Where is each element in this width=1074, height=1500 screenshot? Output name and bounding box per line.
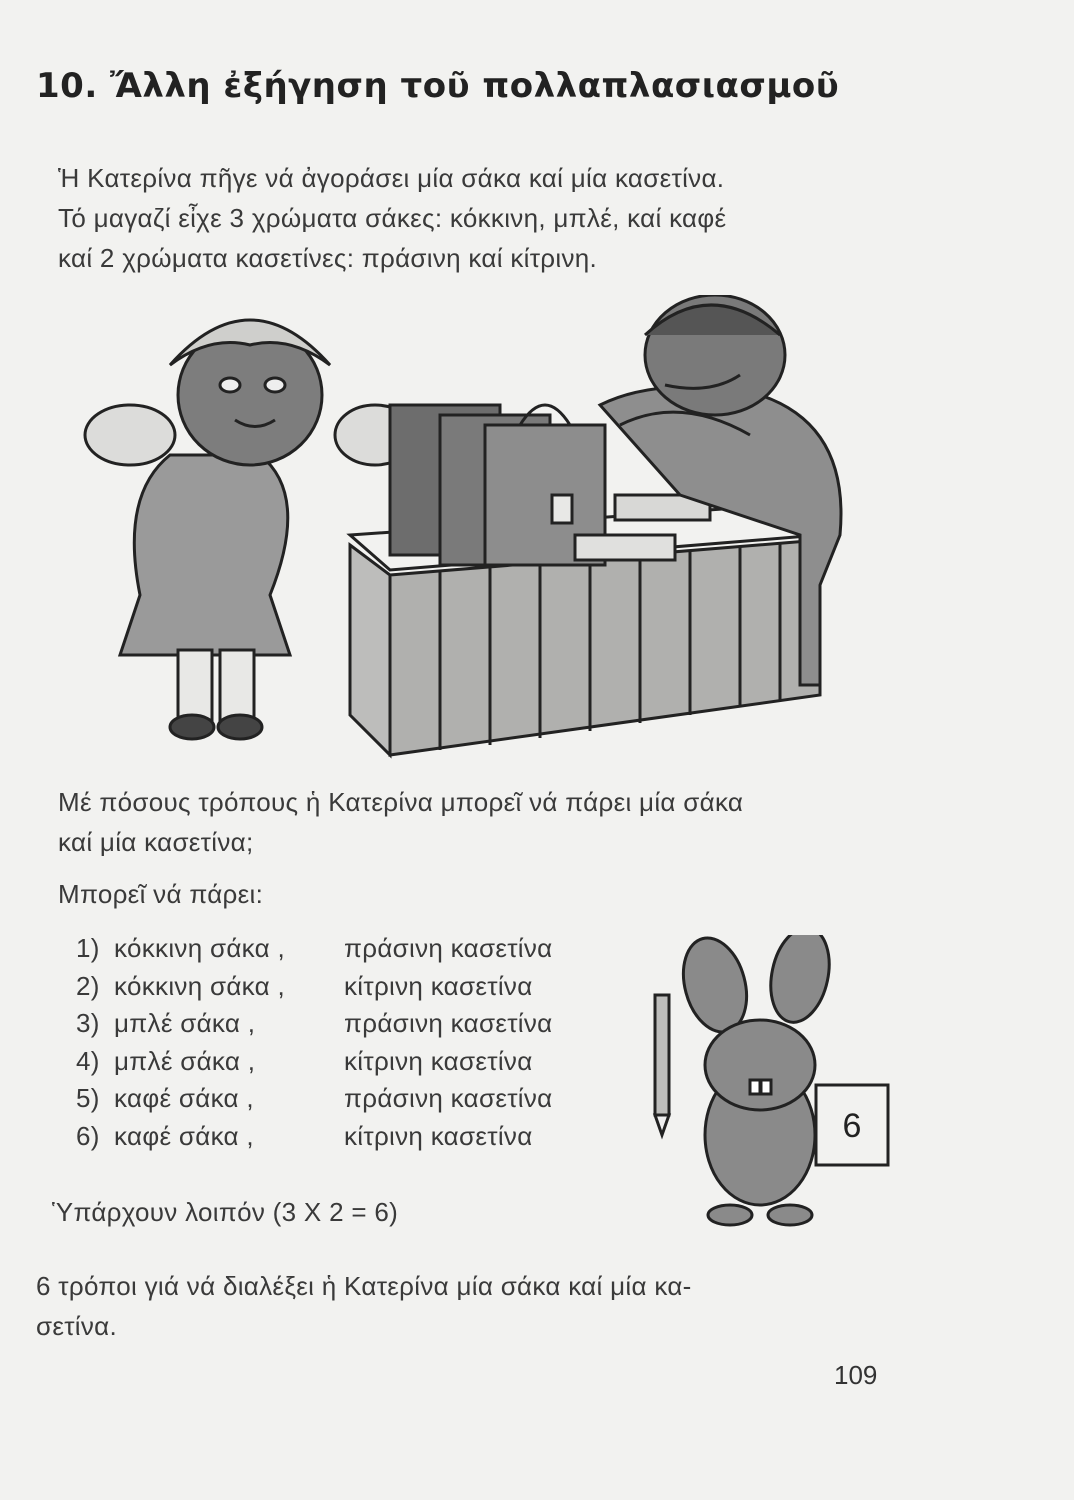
option-bag: καφέ σάκα , — [114, 1120, 254, 1151]
option-bag: κόκκινη σάκα , — [114, 933, 286, 963]
shop-illustration — [60, 295, 900, 765]
option-case: κίτρινη κασετίνα — [344, 1045, 533, 1076]
option-number: 3) — [76, 1008, 100, 1039]
question-paragraph — [58, 782, 938, 862]
can-get-label: Μπορεῖ νά πάρει: — [58, 879, 264, 909]
option-number: 6) — [76, 1120, 100, 1151]
question-line-2: καί μία κασετίνα; — [58, 827, 254, 857]
pencil-case-1 — [575, 535, 675, 560]
option-case: πράσινη κασετίνα — [344, 1008, 553, 1039]
option-bag: κόκκινη σάκα , — [114, 970, 286, 1001]
options-list — [76, 930, 636, 1156]
intro-paragraph — [58, 158, 928, 278]
rabbit-sign-number: 6 — [842, 1107, 862, 1145]
school-bags — [390, 405, 605, 565]
option-bag: μπλέ σάκα , — [114, 1045, 256, 1076]
option-row — [76, 1043, 636, 1081]
conclusion-line-1: 6 τρόποι γιά νά διαλέξει ἡ Κατερίνα μία σάκα καί μία κα- — [36, 1271, 692, 1301]
intro-line-3: καί 2 χρώματα κασετίνες: πράσινη καί κίτρινη. — [58, 243, 598, 273]
option-row — [76, 930, 636, 968]
intro-line-2: Τό μαγαζί εἶχε 3 χρώματα σάκες: κόκκινη, μπλέ, καί καφέ — [58, 203, 727, 233]
option-row — [76, 1005, 636, 1043]
option-number: 4) — [76, 1045, 100, 1076]
option-case: πράσινη κασετίνα — [344, 1083, 553, 1114]
option-case: πράσινη κασετίνα — [344, 933, 553, 963]
option-number: 2) — [76, 970, 100, 1001]
therefore-line: Ὑπάρχουν λοιπόν (3 X 2 = 6) — [52, 1197, 399, 1227]
option-case: κίτρινη κασετίνα — [344, 970, 533, 1001]
conclusion-line-2: σετίνα. — [36, 1311, 118, 1341]
option-case: κίτρινη κασετίνα — [344, 1120, 533, 1151]
option-number: 1) — [76, 933, 100, 963]
option-number: 5) — [76, 1083, 100, 1114]
option-row — [76, 1118, 636, 1156]
rabbit-illustration — [640, 935, 900, 1230]
intro-line-1: Ἡ Κατερίνα πῆγε νά ἀγοράσει μία σάκα καί μία κασετίνα. — [58, 163, 725, 193]
option-bag: καφέ σάκα , — [114, 1083, 254, 1114]
option-bag: μπλέ σάκα , — [114, 1008, 256, 1039]
option-row — [76, 968, 636, 1006]
option-row — [76, 1080, 636, 1118]
conclusion-paragraph — [36, 1266, 916, 1346]
page-number: 109 — [834, 1360, 878, 1390]
section-title: 10. Ἄλλη ἐξήγηση τοῦ πολλαπλασιασμοῦ — [36, 66, 840, 106]
question-line-1: Μέ πόσους τρόπους ἡ Κατερίνα μπορεῖ νά πάρει μία σάκα — [58, 787, 744, 817]
